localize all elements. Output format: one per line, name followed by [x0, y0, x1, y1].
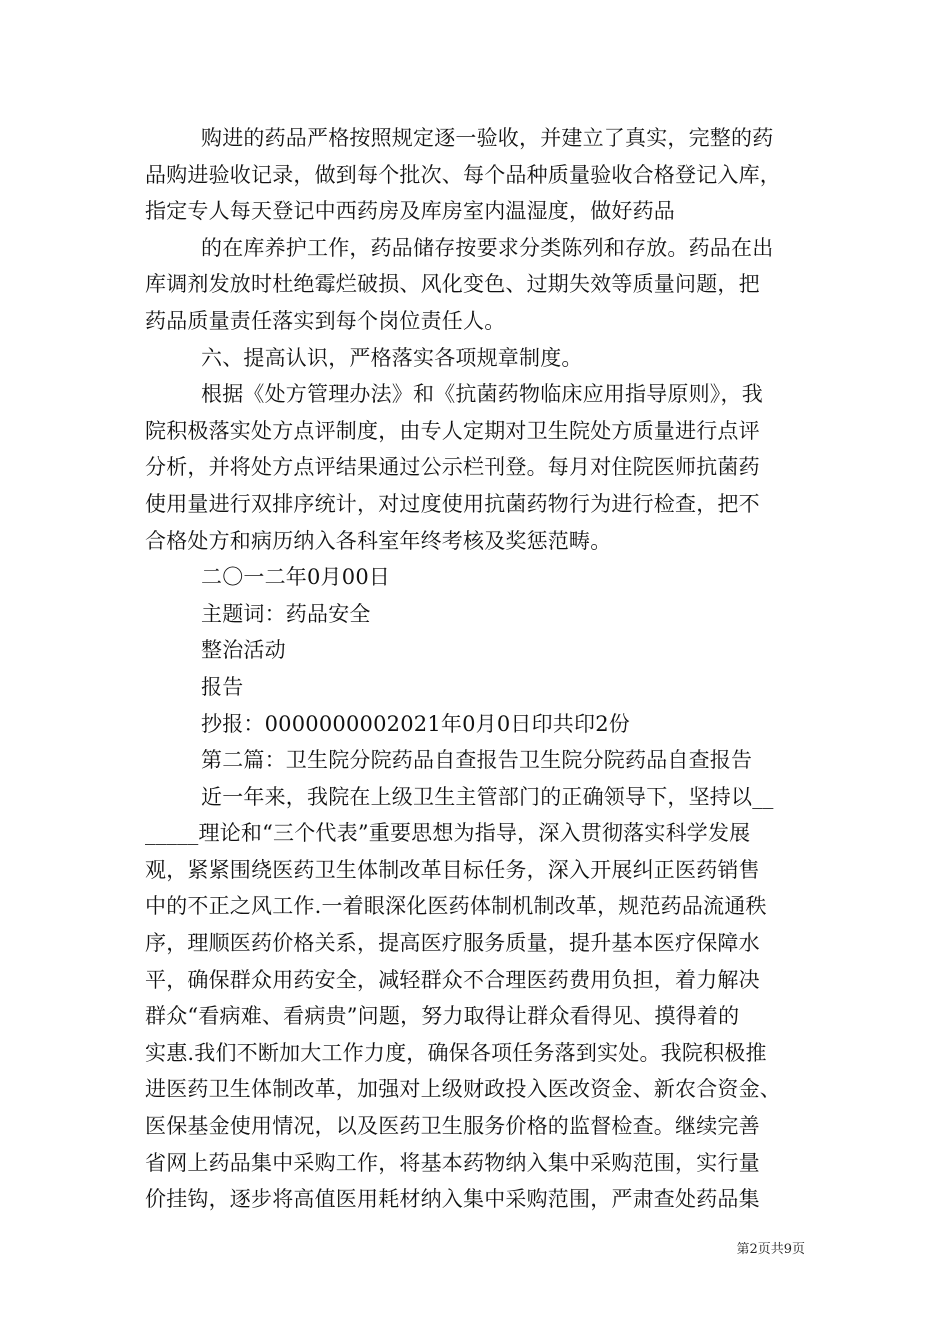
- body-line: 的在库养护工作，药品储存按要求分类陈列和存放。药品在出: [201, 235, 774, 260]
- body-line: 使用量进行双排序统计，对过度使用抗菌药物行为进行检查，把不: [145, 491, 760, 516]
- body-line: 品购进验收记录，做到每个批次、每个品种质量验收合格登记入库，: [145, 162, 781, 187]
- body-line: 近一年来，我院在上级卫生主管部门的正确领导下，坚持以__: [201, 784, 774, 809]
- body-line: 群众“看病难、看病贵”问题，努力取得让群众看得见、摸得着的: [145, 1004, 740, 1029]
- body-line: 观，紧紧围绕医药卫生体制改革目标任务，深入开展纠正医药销售: [145, 857, 760, 882]
- body-line: 医保基金使用情况，以及医药卫生服务价格的监督检查。继续完善: [145, 1114, 760, 1139]
- body-line: 分析，并将处方点评结果通过公示栏刊登。每月对住院医师抗菌药: [145, 455, 760, 480]
- body-line: _____理论和“三个代表”重要思想为指导，深入贯彻落实科学发展: [145, 821, 751, 846]
- keywords-line: 整治活动: [201, 638, 286, 663]
- body-line: 中的不正之风工作.一着眼深化医药体制机制改革，规范药品流通秩: [145, 894, 767, 919]
- body-line: 根据《处方管理办法》和《抗菌药物临床应用指导原则》，我: [201, 382, 763, 407]
- chapter-title: 第二篇：卫生院分院药品自查报告卫生院分院药品自查报告: [201, 748, 753, 773]
- body-line: 平，确保群众用药安全，减轻群众不合理医药费用负担，着力解决: [145, 967, 760, 992]
- body-line: 院积极落实处方点评制度，由专人定期对卫生院处方质量进行点评: [145, 418, 760, 443]
- keywords-line: 报告: [201, 674, 244, 699]
- date-line: 二〇一二年0月00日: [201, 565, 391, 590]
- body-line: 实惠.我们不断加大工作力度，确保各项任务落到实处。我院积极推: [145, 1040, 767, 1065]
- page-number: 第2页共9页: [736, 1242, 805, 1257]
- body-line: 购进的药品严格按照规定逐一验收，并建立了真实，完整的药: [201, 126, 774, 150]
- body-line: 省网上药品集中采购工作，将基本药物纳入集中采购范围，实行量: [145, 1150, 760, 1175]
- body-line: 价挂钩，逐步将高值医用耗材纳入集中采购范围，严肃查处药品集: [145, 1187, 760, 1212]
- keywords-line: 主题词：药品安全: [201, 601, 371, 626]
- body-line: 序，理顺医药价格关系，提高医疗服务质量，提升基本医疗保障水: [145, 931, 760, 956]
- body-line: 药品质量责任落实到每个岗位责任人。: [145, 308, 506, 333]
- section-heading: 六、提高认识，严格落实各项规章制度。: [201, 345, 583, 370]
- copy-to-line: 抄报：0000000002021年0月0日印共印2份: [201, 711, 630, 736]
- body-line: 进医药卫生体制改革，加强对上级财政投入医改资金、新农合资金、: [145, 1077, 781, 1102]
- body-line: 库调剂发放时杜绝霉烂破损、风化变色、过期失效等质量问题，把: [145, 272, 760, 297]
- body-line: 合格处方和病历纳入各科室年终考核及奖惩范畴。: [145, 528, 612, 553]
- document-body: [145, 120, 817, 1218]
- body-line: 指定专人每天登记中西药房及库房室内温湿度，做好药品: [145, 199, 675, 224]
